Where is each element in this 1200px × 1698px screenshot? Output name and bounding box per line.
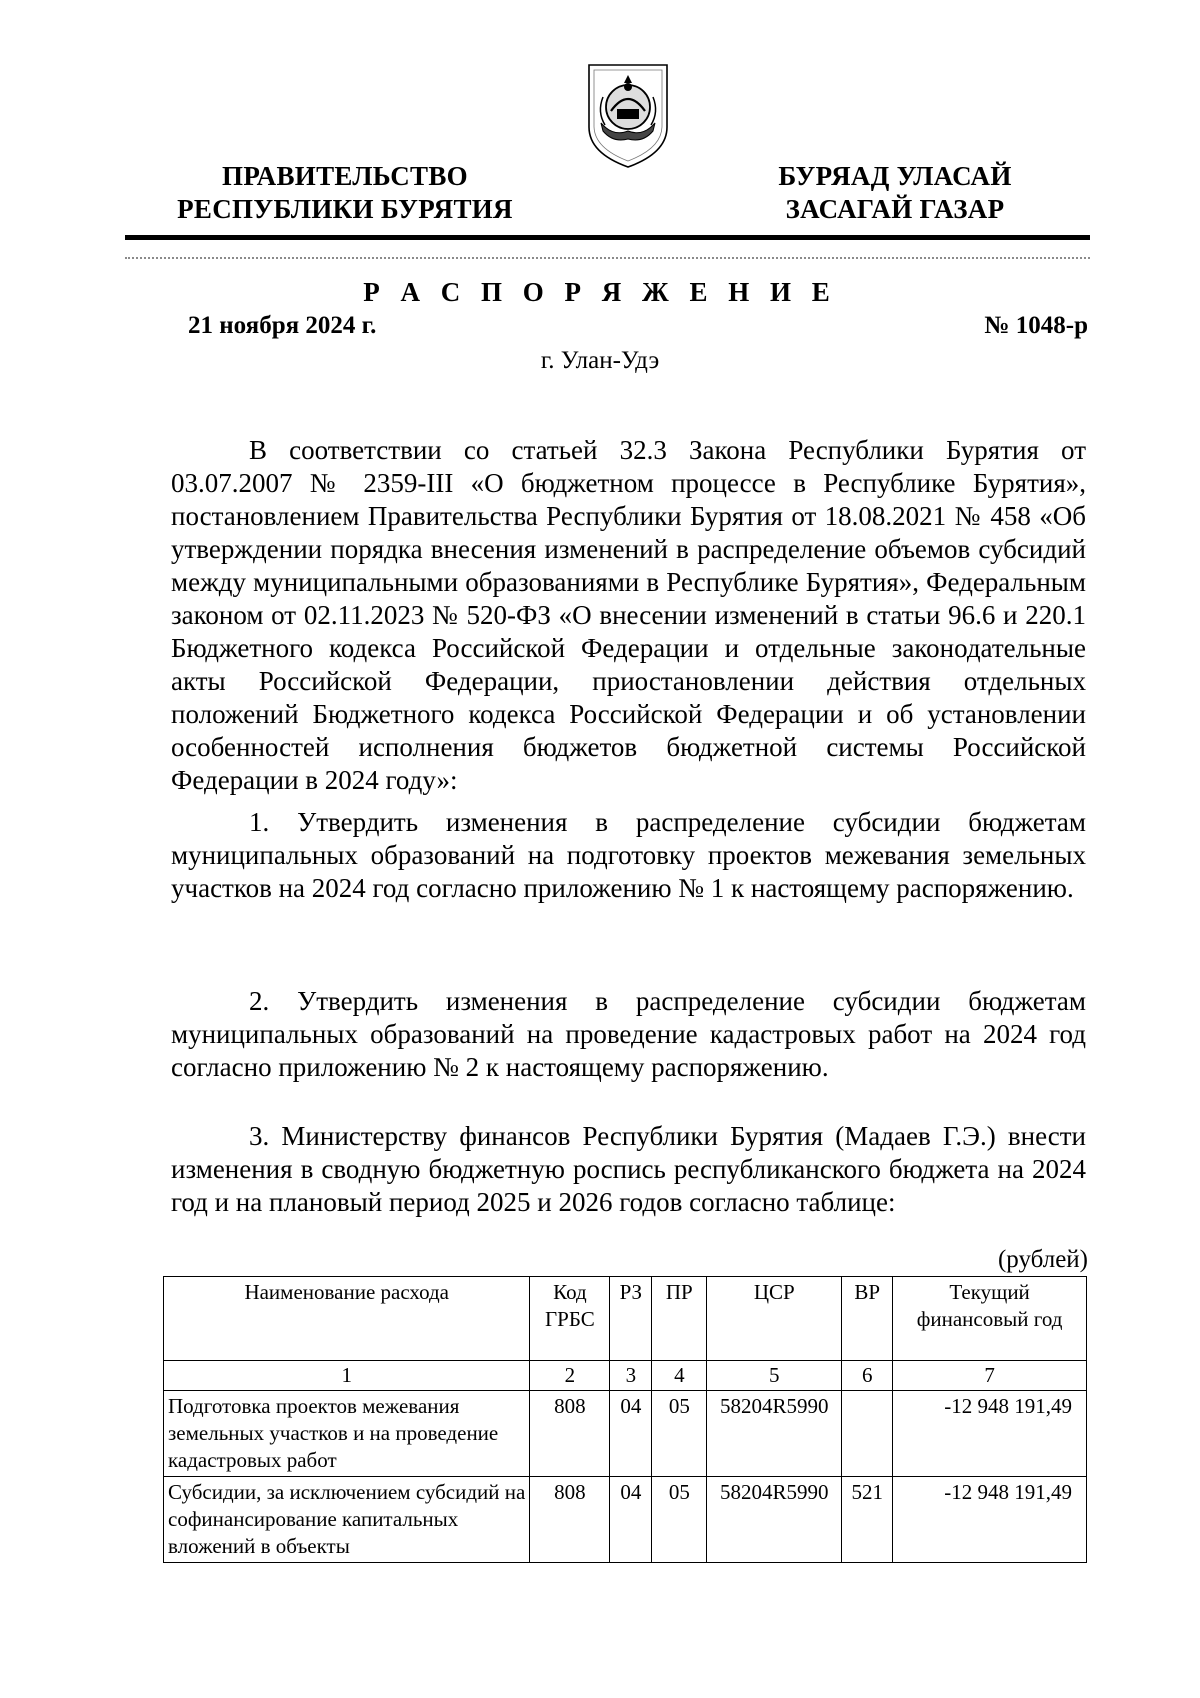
government-name-line-2: РЕСПУБЛИКИ БУРЯТИЯ	[177, 194, 513, 224]
item-1-paragraph: 1. Утвердить изменения в распределение субсидии бюджетам муниципальных образований на подготовку проектов межевания земельных участков на 2024 год согласно приложению № 1 к настоящему распоряжению.	[171, 807, 1086, 903]
header-pr: ПР	[652, 1277, 707, 1361]
header-current-year: Текущий финансовый год	[893, 1277, 1087, 1361]
header-expense-name: Наименование расхода	[164, 1277, 530, 1361]
table-units-label: (рублей)	[997, 1246, 1088, 1273]
column-number: 3	[610, 1361, 652, 1391]
pr-cell: 05	[652, 1391, 707, 1477]
government-name-buryat-line-1: БУРЯАД УЛАСАЙ	[778, 161, 1012, 191]
rz-cell: 04	[610, 1477, 652, 1563]
vr-cell	[842, 1391, 893, 1477]
item-3-paragraph: 3. Министерству финансов Республики Бурятия (Мадаев Г.Э.) внести изменения в сводную бюджетную роспись республиканского бюджета на 2024 год и на плановый период 2025 и 2026 годов согласно таблице:	[171, 1121, 1086, 1217]
grbs-code-cell: 808	[530, 1391, 610, 1477]
column-number: 2	[530, 1361, 610, 1391]
government-name-line-1: ПРАВИТЕЛЬСТВО	[222, 161, 468, 191]
document-number: № 1048-р	[984, 312, 1088, 339]
header-rz: РЗ	[610, 1277, 652, 1361]
column-number: 6	[842, 1361, 893, 1391]
document-city: г. Улан-Удэ	[540, 347, 660, 374]
government-name-buryat-line-2: ЗАСАГАЙ ГАЗАР	[785, 194, 1005, 224]
coat-of-arms-emblem	[583, 57, 673, 171]
column-number: 5	[707, 1361, 842, 1391]
header-vr: ВР	[842, 1277, 893, 1361]
column-number-row	[164, 1361, 1087, 1391]
pr-cell: 05	[652, 1477, 707, 1563]
column-number: 1	[164, 1361, 530, 1391]
csr-cell: 58204R5990	[707, 1391, 842, 1477]
header-divider-thick	[125, 235, 1090, 240]
table-row	[164, 1391, 1087, 1477]
grbs-code-cell: 808	[530, 1477, 610, 1563]
item-2-paragraph: 2. Утвердить изменения в распределение субсидии бюджетам муниципальных образований на проведение кадастровых работ на 2024 год согласно приложению № 2 к настоящему распоряжению.	[171, 986, 1086, 1082]
government-name-buryat	[745, 160, 1045, 226]
header-grbs-code: Код ГРБС	[530, 1277, 610, 1361]
budget-table	[163, 1276, 1087, 1563]
header-csr: ЦСР	[707, 1277, 842, 1361]
column-number: 4	[652, 1361, 707, 1391]
rz-cell: 04	[610, 1391, 652, 1477]
csr-cell: 58204R5990	[707, 1477, 842, 1563]
document-type-title: Р А С П О Р Я Ж Е Н И Е	[363, 277, 837, 307]
header-divider-thin	[125, 257, 1090, 259]
table-row	[164, 1477, 1087, 1563]
table-header-row	[164, 1277, 1087, 1361]
vr-cell: 521	[842, 1477, 893, 1563]
document-date: 21 ноября 2024 г.	[188, 312, 377, 339]
government-name-russian	[155, 160, 535, 226]
amount-cell: -12 948 191,49	[893, 1477, 1087, 1563]
amount-cell: -12 948 191,49	[893, 1391, 1087, 1477]
expense-name-cell: Подготовка проектов межевания земельных участков и на проведение кадастровых работ	[164, 1391, 530, 1477]
preamble-paragraph: В соответствии со статьей 32.3 Закона Республики Бурятия от 03.07.2007 № 2359-III «О бюджетном процессе в Республике Бурятия», постановлением Правительства Республики Бурятия от 18.08.2021 № 458 «Об утверждении порядка внесения изменений в распределение объемов субсидий между муниципальными образованиями в Республике Бурятия», Федеральным законом от 02.11.2023 № 520-ФЗ «О внесении изменений в статьи 96.6 и 220.1 Бюджетного кодекса Российской Федерации и отдельные законодательные акты Российской Федерации, приостановлении действия отдельных положений Бюджетного кодекса Российской Федерации и об установлении особенностей исполнения бюджетов бюджетной системы Российской Федерации в 2024 году»:	[171, 435, 1086, 795]
column-number: 7	[893, 1361, 1087, 1391]
expense-name-cell: Субсидии, за исключением субсидий на софинансирование капитальных вложений в объекты	[164, 1477, 530, 1563]
